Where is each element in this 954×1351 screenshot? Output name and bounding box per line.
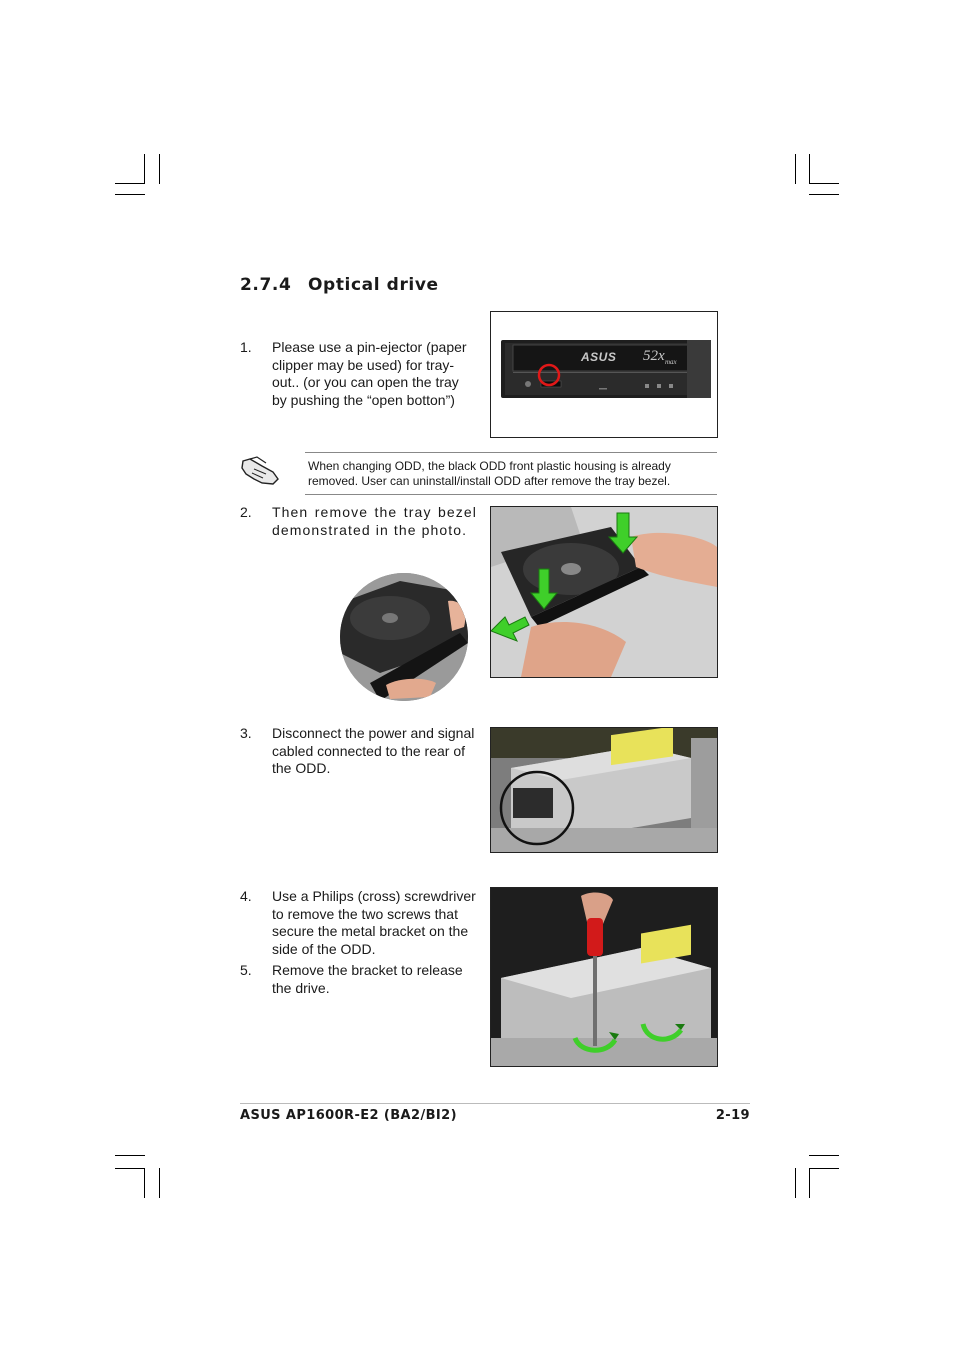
step-text: Please use a pin-ejector (paper clipper may be used) for tray-out.. (or you can open the tray by pushing the “open botton”): [272, 339, 467, 408]
step-number: 2.: [240, 504, 252, 520]
step-text: Then remove the tray bezel demonstrated in the photo.: [272, 504, 477, 538]
note-box: [305, 452, 717, 495]
step-number: 5.: [240, 962, 252, 978]
footer-page-number: 2-19: [715, 1108, 750, 1123]
drive-front-photo: [490, 311, 718, 438]
step-text: Remove the bracket to release the drive.: [272, 962, 463, 996]
footer-rule: [240, 1103, 750, 1104]
step-number: 3.: [240, 725, 252, 741]
section-title: Optical drive: [308, 275, 439, 295]
step-number: 1.: [240, 339, 252, 355]
section-heading: [240, 275, 439, 295]
step-number: 4.: [240, 888, 252, 904]
footer-model-name: ASUS AP1600R-E2 (BA2/BI2): [240, 1108, 457, 1123]
drive-front-illustration: [491, 312, 717, 437]
section-number: 2.7.4: [240, 275, 292, 295]
drive-brand-logo: ASUS: [581, 350, 617, 364]
hand-pointing-icon: [240, 452, 280, 488]
step-text: Use a Philips (cross) screwdriver to remove the two screws that secure the metal bracket on the side of the ODD.: [272, 888, 476, 957]
tray-removal-photo: [490, 506, 718, 678]
tray-bezel-closeup-photo: [340, 573, 468, 701]
screwdriver-bracket-photo: [490, 887, 718, 1067]
drive-speed-label: 52x: [643, 348, 665, 364]
drive-rear-cables-photo: [490, 727, 718, 853]
drive-speed-suffix: max: [665, 358, 677, 366]
note-text: When changing ODD, the black ODD front plastic housing is already removed. User can uninstall/install ODD after remove the tray bezel.: [308, 459, 671, 488]
step-text: Disconnect the power and signal cabled connected to the rear of the ODD.: [272, 725, 475, 776]
